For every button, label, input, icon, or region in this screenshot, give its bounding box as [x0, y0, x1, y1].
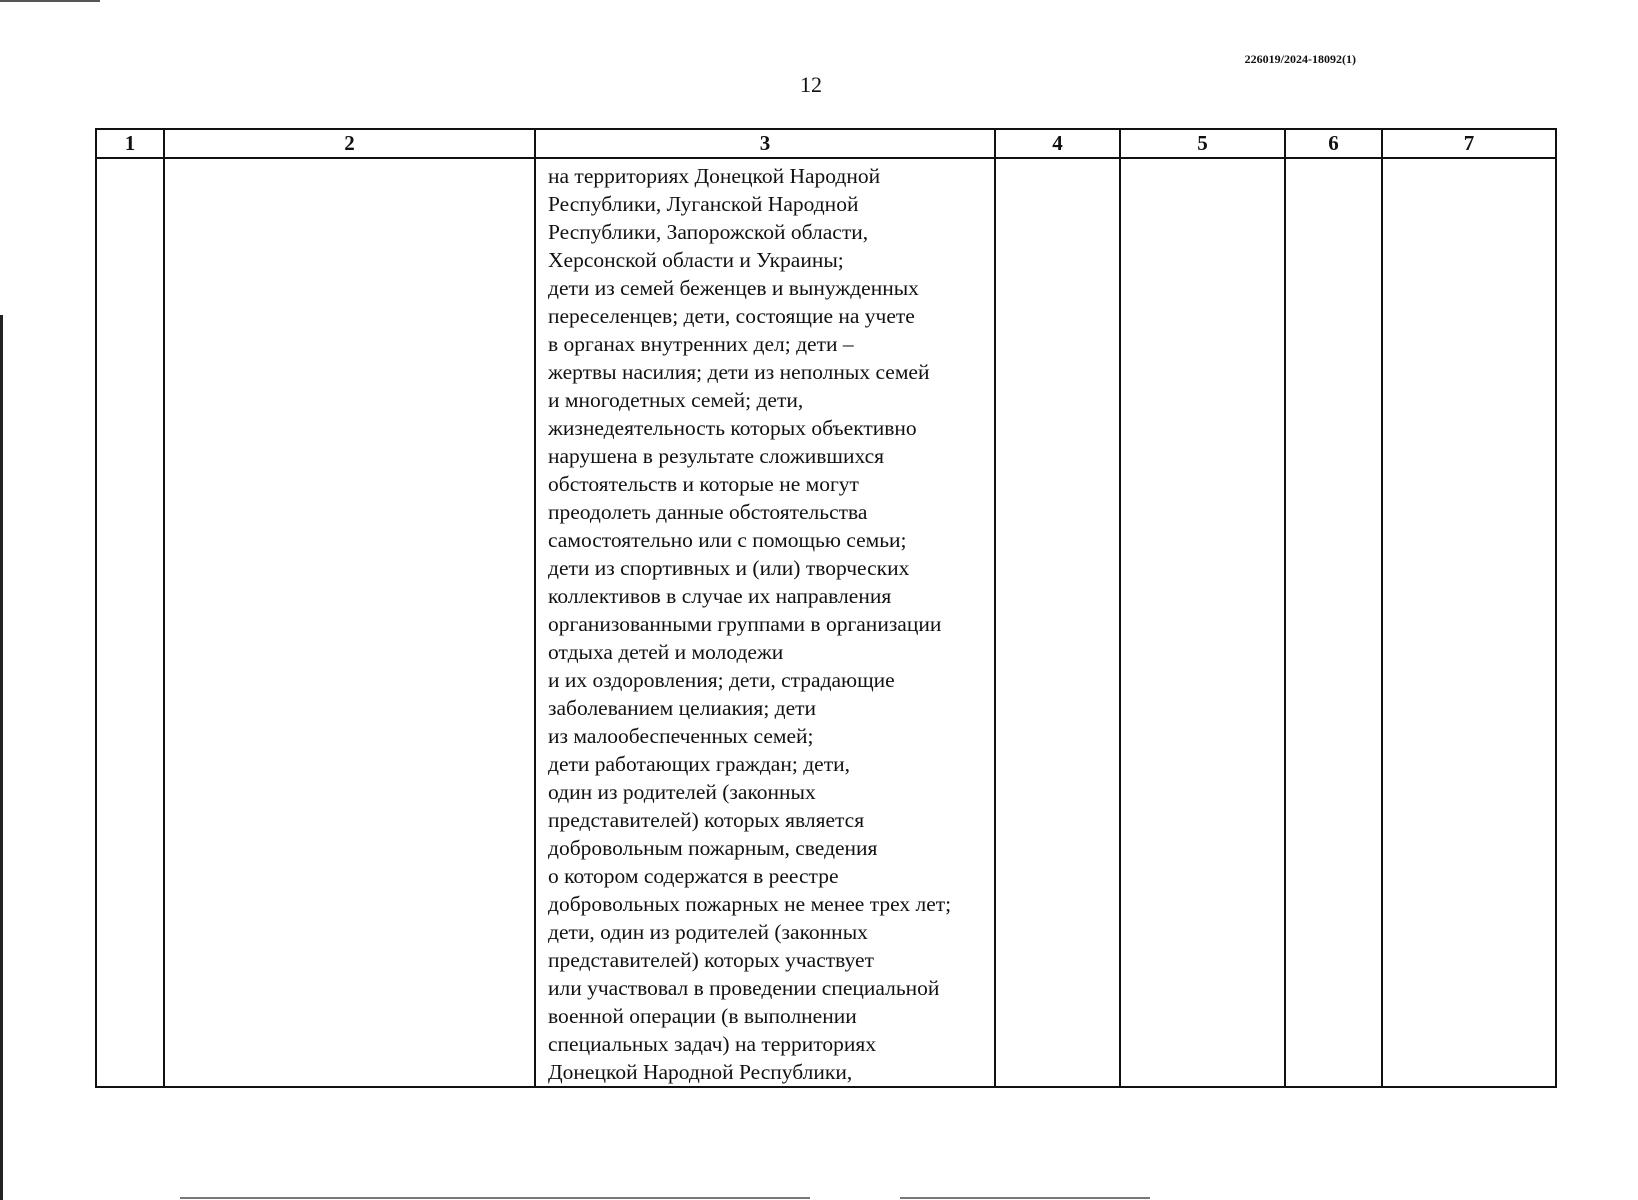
text-line: дети из семей беженцев и вынужденных — [548, 276, 919, 300]
text-line: Херсонской области и Украины; — [548, 248, 844, 272]
text-line: Республики, Запорожской области, — [548, 220, 869, 244]
cell-col-1 — [96, 158, 164, 1087]
cell-col-6 — [1285, 158, 1382, 1087]
column-header-3: 3 — [535, 129, 995, 158]
document-table — [95, 128, 1557, 1088]
text-line: обстоятельств и которые не могут — [548, 472, 859, 496]
text-line: или участвовал в проведении специальной — [548, 976, 940, 1000]
text-line: организованными группами в организации — [548, 612, 942, 636]
text-line: дети, один из родителей (законных — [548, 920, 868, 944]
scan-artifact-top — [0, 0, 100, 2]
column-header-4: 4 — [995, 129, 1120, 158]
text-line: и их оздоровления; дети, страдающие — [548, 668, 895, 692]
column-header-6: 6 — [1285, 129, 1382, 158]
column-header-1: 1 — [96, 129, 164, 158]
text-line: Республики, Луганской Народной — [548, 192, 859, 216]
text-line: представителей) которых участвует — [548, 948, 874, 972]
cell-col-2 — [164, 158, 535, 1087]
table-header-row — [96, 129, 1556, 158]
scan-artifact-bottom-2 — [900, 1197, 1150, 1199]
text-line: коллективов в случае их направления — [548, 584, 892, 608]
text-line: добровольным пожарным, сведения — [548, 836, 878, 860]
cell-col-3-text — [536, 159, 994, 1086]
text-line: специальных задач) на территориях — [548, 1032, 877, 1056]
text-line: самостоятельно или с помощью семьи; — [548, 528, 907, 552]
text-line: и многодетных семей; дети, — [548, 388, 804, 412]
page-number: 12 — [800, 72, 822, 97]
scan-page-edge — [0, 315, 3, 1200]
text-line: о котором содержатся в реестре — [548, 864, 839, 888]
column-header-5: 5 — [1120, 129, 1285, 158]
table-row — [96, 158, 1556, 1087]
text-line: военной операции (в выполнении — [548, 1004, 857, 1028]
column-header-7: 7 — [1382, 129, 1556, 158]
text-line: жизнедеятельность которых объективно — [548, 416, 917, 440]
text-line: в органах внутренних дел; дети – — [548, 332, 854, 356]
cell-col-5 — [1120, 158, 1285, 1087]
text-line: нарушена в результате сложившихся — [548, 444, 885, 468]
scan-artifact-bottom-1 — [180, 1197, 810, 1199]
text-line: отдыха детей и молодежи — [548, 640, 784, 664]
text-line: добровольных пожарных не менее трех лет; — [548, 892, 952, 916]
text-line: Донецкой Народной Республики, — [548, 1060, 853, 1084]
text-line: переселенцев; дети, состоящие на учете — [548, 304, 915, 328]
text-line: жертвы насилия; дети из неполных семей — [548, 360, 930, 384]
column-header-2: 2 — [164, 129, 535, 158]
text-line: представителей) которых является — [548, 808, 865, 832]
text-line: преодолеть данные обстоятельства — [548, 500, 868, 524]
text-line: заболеванием целиакия; дети — [548, 696, 817, 720]
cell-col-4 — [995, 158, 1120, 1087]
text-line: из малообеспеченных семей; — [548, 724, 814, 748]
text-line: дети работающих граждан; дети, — [548, 752, 850, 776]
cell-col-7 — [1382, 158, 1556, 1087]
text-line: дети из спортивных и (или) творческих — [548, 556, 910, 580]
document-id: 226019/2024-18092(1) — [1244, 52, 1356, 66]
text-line: на территориях Донецкой Народной — [548, 164, 881, 188]
cell-col-3 — [535, 158, 995, 1087]
text-line: один из родителей (законных — [548, 780, 816, 804]
